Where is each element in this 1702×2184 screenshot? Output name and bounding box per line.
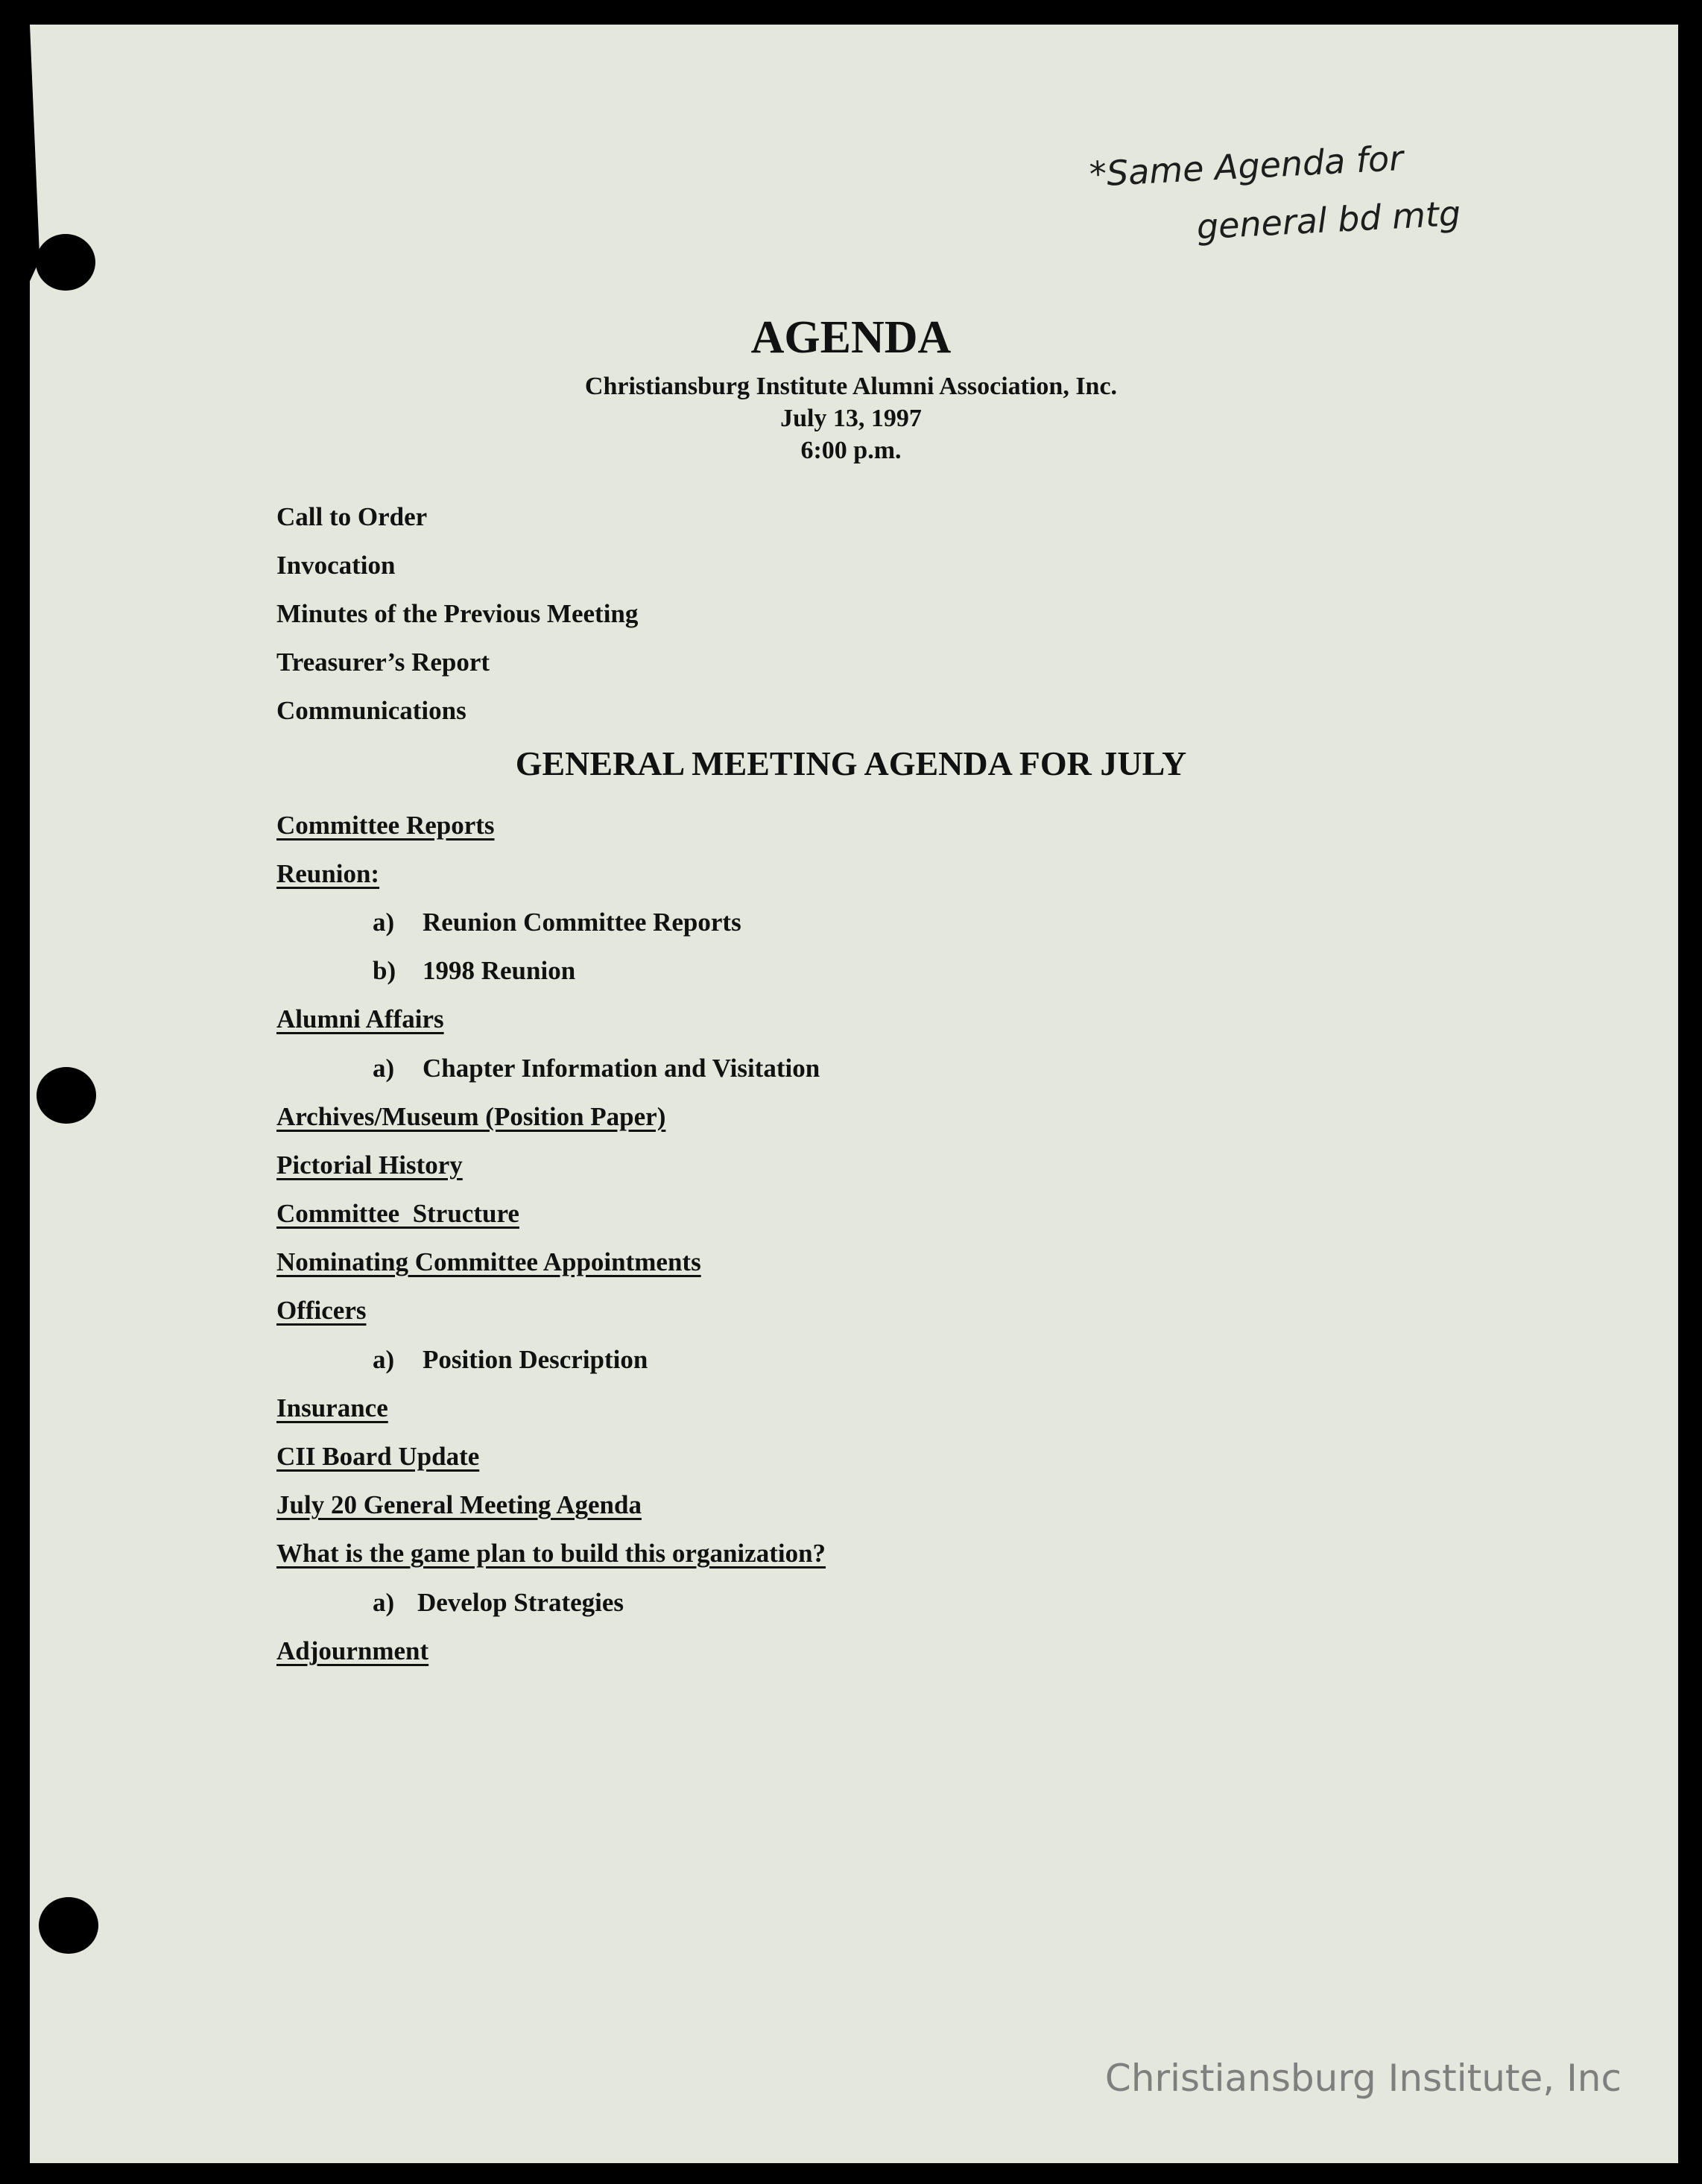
- subitem-text: Reunion Committee Reports: [423, 908, 741, 937]
- punch-hole-bottom: [39, 1897, 98, 1954]
- subitem-marker: a): [373, 1588, 395, 1617]
- handwritten-note-line-2: general bd mtg: [1195, 192, 1462, 247]
- item-alumni-affairs: Alumni Affairs: [276, 1004, 444, 1034]
- handwritten-note: [1088, 122, 1540, 262]
- item-committee-structure: Committee Structure: [276, 1199, 519, 1228]
- subitem-text: Position Description: [423, 1345, 648, 1374]
- subitem-marker: a): [373, 1345, 395, 1374]
- handwritten-note-line-1: *Same Agenda for: [1088, 137, 1405, 194]
- subitem-develop-strategies: [373, 1588, 624, 1618]
- subitem-marker: a): [373, 908, 395, 937]
- subitem-text: Develop Strategies: [417, 1588, 624, 1617]
- subitem-chapter-information: [373, 1054, 820, 1083]
- organization-name: Christiansburg Institute Alumni Association, Inc.: [584, 373, 1118, 400]
- item-officers: Officers: [276, 1296, 367, 1325]
- punch-hole-middle: [37, 1067, 96, 1124]
- item-adjournment: Adjournment: [276, 1636, 429, 1665]
- item-call-to-order: Call to Order: [276, 502, 428, 531]
- meeting-date: July 13, 1997: [780, 405, 922, 432]
- item-nominating-committee: Nominating Committee Appointments: [276, 1247, 701, 1276]
- section-heading: GENERAL MEETING AGENDA FOR JULY: [515, 744, 1187, 782]
- subitem-text: 1998 Reunion: [423, 956, 576, 985]
- item-game-plan: What is the game plan to build this organization?: [276, 1539, 826, 1568]
- meeting-time: 6:00 p.m.: [800, 437, 902, 464]
- subitem-1998-reunion: [373, 956, 575, 986]
- subitem-reunion-committee-reports: [373, 908, 741, 937]
- item-invocation: Invocation: [276, 551, 396, 580]
- agenda-title: AGENDA: [750, 312, 952, 363]
- item-cii-board-update: CII Board Update: [276, 1442, 480, 1471]
- watermark: Christiansburg Institute, Inc: [1104, 2057, 1622, 2100]
- subitem-position-description: [373, 1345, 648, 1375]
- subitem-marker: b): [373, 956, 396, 985]
- item-archives-museum: Archives/Museum (Position Paper): [276, 1102, 666, 1131]
- item-committee-reports: Committee Reports: [276, 811, 495, 840]
- subitem-text: Chapter Information and Visitation: [423, 1054, 820, 1083]
- punch-hole-top: [36, 234, 95, 291]
- item-pictorial-history: Pictorial History: [276, 1150, 463, 1180]
- item-communications: Communications: [276, 696, 466, 725]
- item-july-20-agenda: July 20 General Meeting Agenda: [276, 1490, 642, 1519]
- item-treasurers-report: Treasurer’s Report: [276, 648, 490, 677]
- subitem-marker: a): [373, 1054, 395, 1083]
- item-insurance: Insurance: [276, 1393, 388, 1422]
- item-reunion: Reunion:: [276, 859, 380, 888]
- item-minutes: Minutes of the Previous Meeting: [276, 599, 639, 628]
